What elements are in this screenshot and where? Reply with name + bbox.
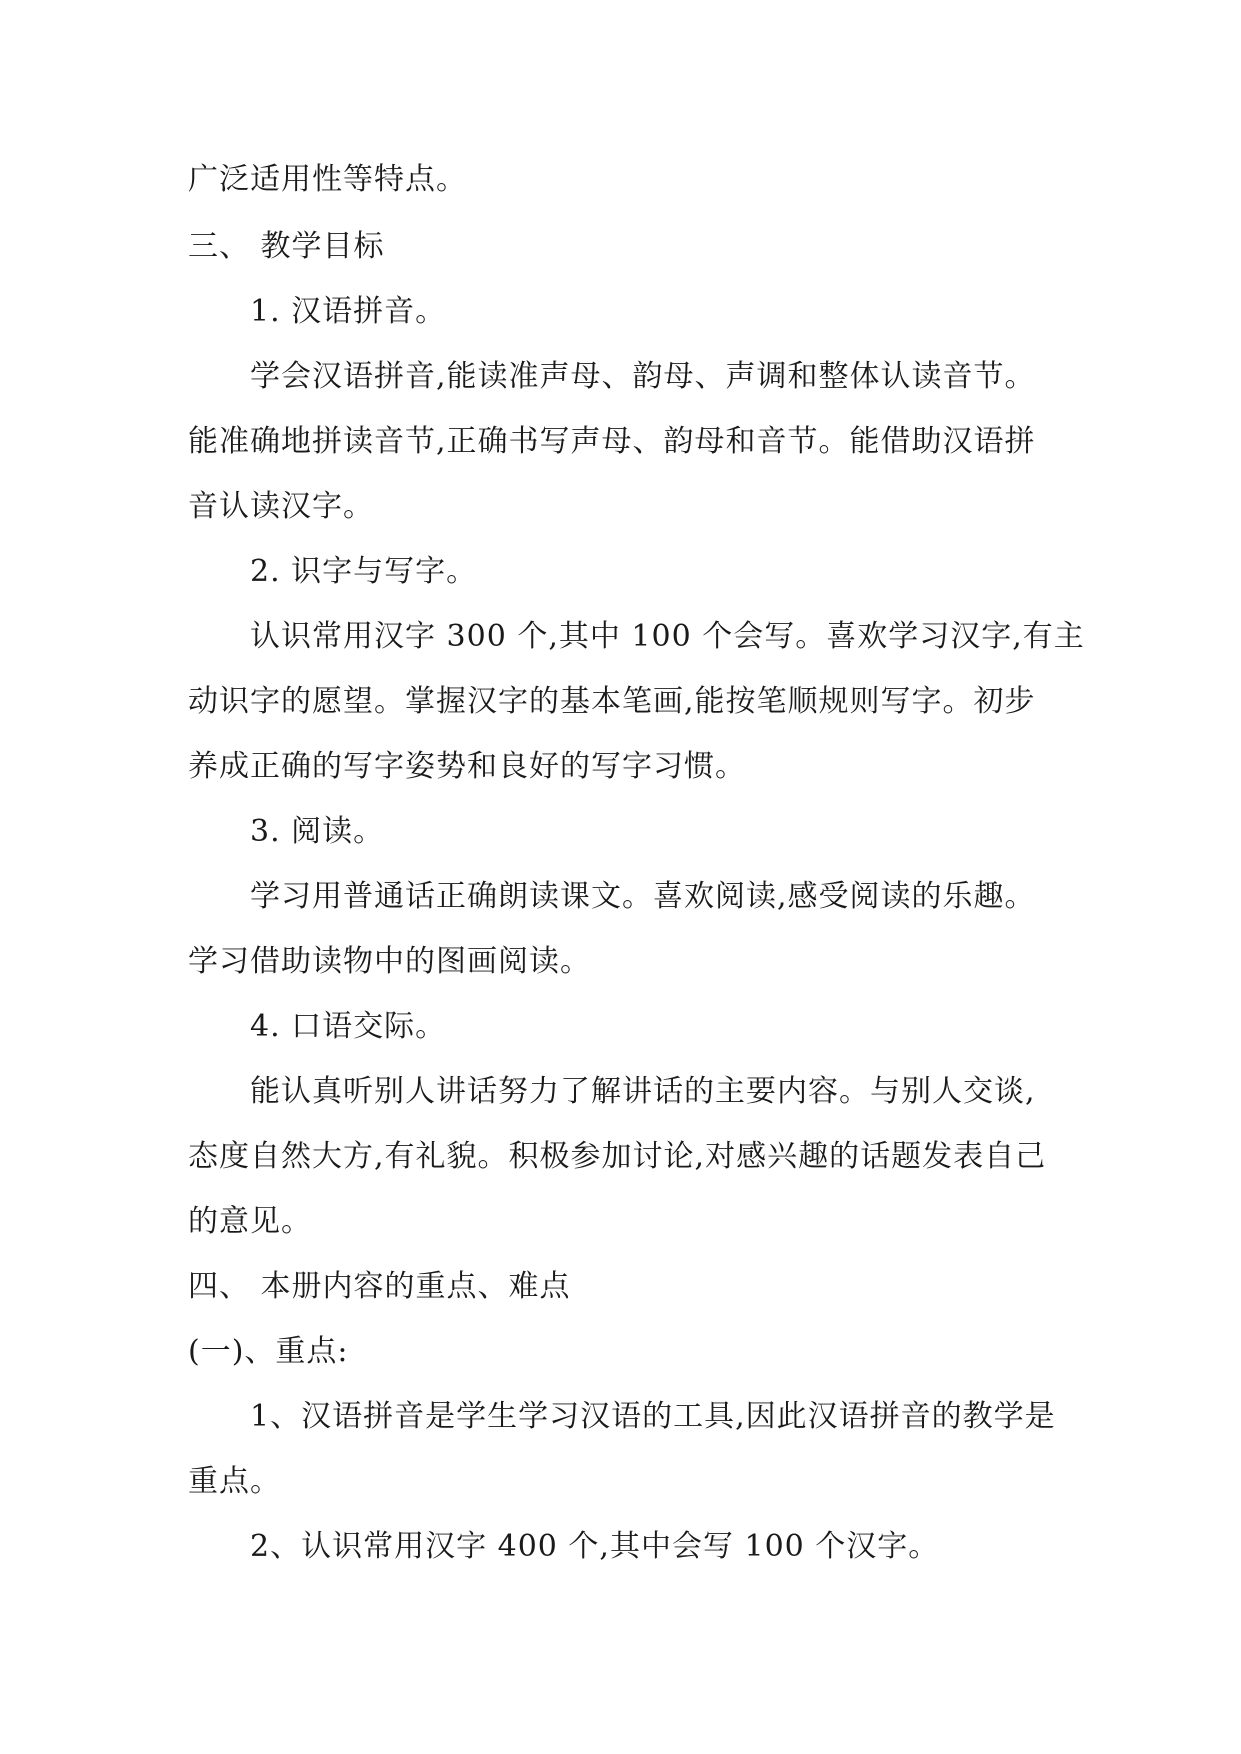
- subheading: 3. 阅读。: [250, 814, 385, 849]
- text-line: 1、汉语拼音是学生学习汉语的工具,因此汉语拼音的教学是: [250, 1399, 1056, 1434]
- text-line: 养成正确的写字姿势和良好的写字习惯。: [188, 749, 746, 784]
- text-line: 能准确地拼读音节,正确书写声母、韵母和音节。能借助汉语拼: [188, 424, 1036, 459]
- text-line: 广泛适用性等特点。: [188, 162, 467, 197]
- text-line: 音认读汉字。: [188, 489, 374, 524]
- text-line: 能认真听别人讲话努力了解讲话的主要内容。与别人交谈,: [250, 1074, 1036, 1109]
- subheading: (一)、重点:: [188, 1334, 349, 1369]
- subheading: 1. 汉语拼音。: [250, 294, 447, 329]
- section-heading: 四、 本册内容的重点、难点: [188, 1269, 571, 1304]
- text-line: 2、认识常用汉字 400 个,其中会写 100 个汉字。: [250, 1529, 940, 1564]
- text-line: 动识字的愿望。掌握汉字的基本笔画,能按笔顺规则写字。初步: [188, 684, 1036, 719]
- text-line: 重点。: [188, 1464, 281, 1499]
- text-line: 学习用普通话正确朗读课文。喜欢阅读,感受阅读的乐趣。: [250, 879, 1036, 914]
- text-line: 学习借助读物中的图画阅读。: [188, 944, 591, 979]
- text-line: 的意见。: [188, 1204, 312, 1239]
- text-line: 认识常用汉字 300 个,其中 100 个会写。喜欢学习汉字,有主: [250, 619, 1085, 654]
- text-line: 学会汉语拼音,能读准声母、韵母、声调和整体认读音节。: [250, 359, 1036, 394]
- text-line: 态度自然大方,有礼貌。积极参加讨论,对感兴趣的话题发表自己: [188, 1139, 1047, 1174]
- subheading: 4. 口语交际。: [250, 1009, 447, 1044]
- subheading: 2. 识字与写字。: [250, 554, 478, 589]
- section-heading: 三、 教学目标: [188, 229, 385, 264]
